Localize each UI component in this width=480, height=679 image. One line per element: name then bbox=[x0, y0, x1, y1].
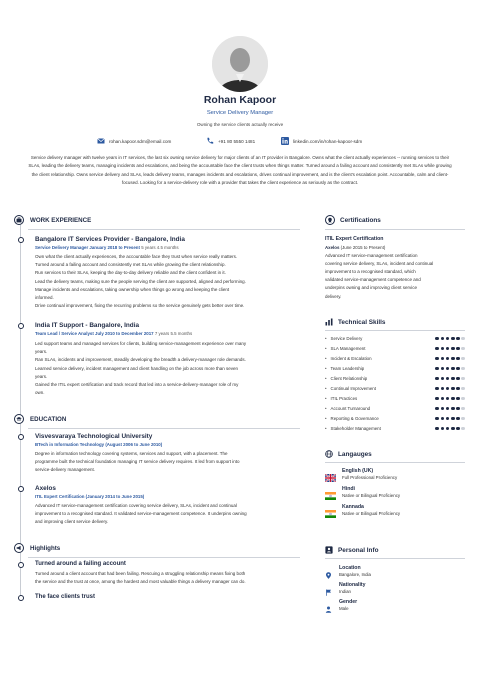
skill-name: • SLA Management bbox=[325, 346, 365, 351]
contact-linkedin[interactable] bbox=[281, 137, 362, 145]
certification-description: Advanced IT service-management certification covering service delivery, SLAs, incident and continual improvement to a recognised standard, which validated service-management competence and underpins owning and improving client service delivery. bbox=[325, 252, 434, 299]
rating-dot-filled bbox=[456, 357, 460, 361]
rating-dot-empty bbox=[461, 397, 465, 401]
job-description: Own what the client actually experiences, the accountable face they trust when service really matters. Turned around a failing account and consistently met SLAs while growing the client relationship. Run services to their SLAs, keeping the day-to-day delivery reliable and the client confident in it. Lead the delivery teams, making sure the people serving the client are supported, aligned and performing. Manage incidents and escalations, taking ownership when things go wrong and keeping the client informed. Drive continual improvement, fixing the recurring problems so the service genuinely gets better over time. bbox=[35, 254, 246, 309]
flag-icon bbox=[325, 583, 332, 590]
person-icon bbox=[325, 600, 332, 607]
megaphone-icon bbox=[14, 543, 24, 553]
rating-dot-filled bbox=[456, 377, 460, 381]
rating-dot-filled bbox=[446, 357, 450, 361]
rating-dot-filled bbox=[435, 357, 439, 361]
skill-rating bbox=[435, 417, 465, 421]
rating-dot-filled bbox=[435, 337, 439, 341]
avatar bbox=[212, 36, 268, 92]
skill-item bbox=[325, 394, 465, 404]
info-label: Gender bbox=[339, 598, 358, 605]
timeline-dot bbox=[18, 323, 24, 329]
rating-dot-filled bbox=[451, 407, 455, 411]
education-description: Degree in information technology covering systems, services and support, with a placement. The programme built the technical foundation managing IT service delivery requires. It led from support into service-delivery management. bbox=[35, 451, 240, 473]
skill-item bbox=[325, 404, 465, 414]
language-level: Native or Bilingual Proficiency bbox=[342, 492, 401, 498]
rating-dot-filled bbox=[451, 347, 455, 351]
highlights-heading: Highlights bbox=[14, 543, 300, 553]
job-entry bbox=[35, 236, 307, 310]
divider bbox=[325, 229, 465, 230]
personal-info-heading: Personal Info bbox=[325, 546, 465, 554]
info-value: Bangalore, India bbox=[339, 571, 371, 577]
skill-rating bbox=[435, 367, 465, 371]
language-name: Kannada bbox=[342, 503, 364, 510]
skill-name: • Team Leadership bbox=[325, 366, 364, 371]
skill-rating bbox=[435, 407, 465, 411]
skill-name: • Continual Improvement bbox=[325, 386, 376, 391]
rating-dot-filled bbox=[435, 417, 439, 421]
professional-summary: Service delivery manager with twelve years in IT services, the last six owning service delivery for major clients of an IT provider in Bangalore. Owns what the client actually experiences -- running services to their SLAs, leading the delivery teams, managing incidents and escalations, and being the accountable face the client trusts when things matter. Turned around a failing account and consistently met SLAs while growing the client relationship. Owns service delivery and SLAs, leads delivery teams, manages incidents and escalations, drives continual improvement, and is the client's escalation point. Accountable, calm and client-focused. Looking for a service-delivery role with a provider that takes the client experience as seriously as the contract. bbox=[28, 155, 452, 186]
location-pin-icon bbox=[325, 566, 332, 573]
skill-name: • Incident & Escalation bbox=[325, 356, 372, 361]
skill-item bbox=[325, 414, 465, 424]
rating-dot-filled bbox=[435, 367, 439, 371]
skill-rating bbox=[435, 347, 465, 351]
education-entry bbox=[35, 433, 307, 475]
phone-icon bbox=[206, 137, 214, 145]
rating-dot-filled bbox=[456, 347, 460, 351]
language-name: English (UK) bbox=[342, 467, 374, 474]
rating-dot-filled bbox=[441, 357, 445, 361]
rating-dot-filled bbox=[446, 347, 450, 351]
work-experience-heading: WORK EXPERIENCE bbox=[14, 215, 300, 225]
rating-dot-filled bbox=[451, 377, 455, 381]
email-text: rohan.kapoor.sdm@email.com bbox=[109, 138, 172, 144]
education-heading: EDUCATION bbox=[14, 414, 300, 424]
skill-rating bbox=[435, 377, 465, 381]
rating-dot-filled bbox=[435, 407, 439, 411]
divider bbox=[28, 428, 300, 429]
rating-dot-filled bbox=[456, 417, 460, 421]
linkedin-icon bbox=[281, 137, 289, 145]
language-level: Full Professional Proficiency bbox=[342, 474, 398, 480]
rating-dot-filled bbox=[446, 377, 450, 381]
job-company: Bangalore IT Services Provider - Bangalore, India bbox=[35, 236, 185, 243]
rating-dot-filled bbox=[435, 427, 439, 431]
job-description: Led support teams and managed services for clients, building service-management experience over many years. Ran SLAs, incidents and improvement, steadily developing the breadth a delivery-manager role demands. Learned service delivery, incident management and client handling on the job across more than seven years. Gained the ITIL expert certification and track record that led into a service-delivery-manager role of my own. bbox=[35, 341, 247, 396]
highlight-entry bbox=[35, 594, 307, 600]
rating-dot-filled bbox=[451, 357, 455, 361]
info-label: Location bbox=[339, 564, 361, 571]
rating-dot-filled bbox=[441, 367, 445, 371]
linkedin-text: linkedin.com/in/rohan-kapoor-sdm bbox=[293, 138, 363, 144]
skill-rating bbox=[435, 427, 465, 431]
rating-dot-filled bbox=[441, 337, 445, 341]
personal-info-item bbox=[325, 599, 465, 611]
skill-item bbox=[325, 374, 465, 384]
rating-dot-filled bbox=[435, 377, 439, 381]
india-flag-icon bbox=[325, 505, 336, 513]
technical-skills-heading: Technical Skills bbox=[325, 318, 465, 326]
degree: BTech in Information Technology (August 2006 to June 2010) bbox=[35, 442, 163, 447]
languages-heading: Langauges bbox=[325, 450, 465, 458]
info-label: Nationality bbox=[339, 581, 366, 588]
rating-dot-filled bbox=[446, 367, 450, 371]
skill-rating bbox=[435, 397, 465, 401]
rating-dot-empty bbox=[461, 417, 465, 421]
language-item bbox=[325, 504, 465, 516]
rating-dot-filled bbox=[451, 387, 455, 391]
school-name: Visvesvaraya Technological University bbox=[35, 433, 153, 440]
divider bbox=[28, 557, 300, 558]
timeline-dot bbox=[18, 562, 24, 568]
timeline-dot bbox=[18, 237, 24, 243]
divider bbox=[28, 229, 300, 230]
job-role-dates: Team Lead / Service Analyst July 2010 to December 2017 7 years 5.5 months bbox=[35, 331, 193, 336]
certification-title: ITIL Expert Certification bbox=[325, 235, 384, 242]
rating-dot-filled bbox=[441, 397, 445, 401]
rating-dot-filled bbox=[441, 387, 445, 391]
rating-dot-filled bbox=[451, 367, 455, 371]
skill-name: • Service Delivery bbox=[325, 336, 362, 341]
rating-dot-filled bbox=[441, 427, 445, 431]
rating-dot-filled bbox=[451, 397, 455, 401]
divider bbox=[325, 330, 465, 331]
rating-dot-filled bbox=[435, 347, 439, 351]
highlight-title: The face clients trust bbox=[35, 594, 96, 600]
education-entry bbox=[35, 485, 307, 527]
skill-rating bbox=[435, 337, 465, 341]
rating-dot-filled bbox=[456, 407, 460, 411]
rating-dot-empty bbox=[461, 387, 465, 391]
skill-rating bbox=[435, 387, 465, 391]
contact-email[interactable] bbox=[97, 137, 171, 145]
skill-name: • Stakeholder Management bbox=[325, 426, 381, 431]
rating-dot-filled bbox=[451, 337, 455, 341]
rating-dot-filled bbox=[446, 337, 450, 341]
skill-item bbox=[325, 354, 465, 364]
highlight-entry bbox=[35, 561, 307, 586]
timeline-dot bbox=[18, 486, 24, 492]
language-level: Native or Bilingual Proficiency bbox=[342, 510, 401, 516]
job-role-dates: Service Delivery Manager January 2018 to Present 5 years 4.5 months bbox=[35, 245, 179, 250]
skill-rating bbox=[435, 357, 465, 361]
rating-dot-filled bbox=[446, 427, 450, 431]
rating-dot-filled bbox=[441, 347, 445, 351]
id-card-icon bbox=[325, 546, 333, 554]
language-name: Hindi bbox=[342, 485, 355, 492]
job-entry bbox=[35, 322, 307, 397]
rating-dot-filled bbox=[446, 417, 450, 421]
rating-dot-filled bbox=[451, 427, 455, 431]
rating-dot-filled bbox=[451, 417, 455, 421]
rating-dot-filled bbox=[441, 377, 445, 381]
rating-dot-filled bbox=[456, 397, 460, 401]
rating-dot-empty bbox=[461, 427, 465, 431]
education-description: Advanced IT service-management certification covering service delivery, SLAs, incident and continual improvement to a recognised standard. It validated service-management competence. It underpins owning and improving client service delivery. bbox=[35, 503, 247, 525]
graduation-cap-icon bbox=[14, 414, 24, 424]
rating-dot-filled bbox=[446, 407, 450, 411]
briefcase-icon bbox=[14, 215, 24, 225]
rating-dot-empty bbox=[461, 377, 465, 381]
rating-dot-empty bbox=[461, 367, 465, 371]
rating-dot-filled bbox=[446, 397, 450, 401]
timeline-line bbox=[20, 224, 21, 598]
email-icon bbox=[97, 137, 105, 145]
skill-name: • Client Relationship bbox=[325, 376, 367, 381]
rating-dot-empty bbox=[461, 347, 465, 351]
skill-name: • ITIL Practices bbox=[325, 396, 357, 401]
rating-dot-filled bbox=[435, 387, 439, 391]
divider bbox=[325, 462, 465, 463]
rating-dot-filled bbox=[456, 427, 460, 431]
skill-item bbox=[325, 344, 465, 354]
divider bbox=[325, 558, 465, 559]
skill-item bbox=[325, 334, 465, 344]
rating-dot-filled bbox=[456, 387, 460, 391]
skill-item bbox=[325, 424, 465, 434]
degree: ITIL Expert Certification (January 2014 to June 2015) bbox=[35, 494, 145, 499]
personal-info-item bbox=[325, 565, 465, 577]
skill-item bbox=[325, 364, 465, 374]
rating-dot-filled bbox=[456, 337, 460, 341]
rating-dot-filled bbox=[456, 367, 460, 371]
rating-dot-filled bbox=[446, 387, 450, 391]
rating-dot-filled bbox=[441, 417, 445, 421]
skill-item bbox=[325, 384, 465, 394]
highlight-title: Turned around a failing account bbox=[35, 561, 126, 567]
highlight-description: Turned around a client account that had been failing. Rescuing a struggling relationship means fixing both the service and the trust at once, among the hardest and most valuable things a delivery manager can do. bbox=[35, 571, 246, 585]
rating-dot-filled bbox=[435, 397, 439, 401]
rating-dot-empty bbox=[461, 407, 465, 411]
rating-dot-empty bbox=[461, 357, 465, 361]
candidate-name: Rohan Kapoor bbox=[203, 94, 277, 106]
phone-text: +91 80 5550 1481 bbox=[218, 138, 256, 144]
rating-dot-empty bbox=[461, 337, 465, 341]
timeline-dot bbox=[18, 595, 24, 601]
uk-flag-icon bbox=[325, 469, 336, 477]
certification-issuer: Axelos (June 2015 to Present) bbox=[325, 244, 386, 250]
skills-list bbox=[325, 334, 465, 434]
language-item bbox=[325, 468, 465, 480]
timeline-dot bbox=[18, 434, 24, 440]
skill-name: • Account Turnaround bbox=[325, 406, 370, 411]
job-title: Service Delivery Manager bbox=[206, 110, 274, 116]
certifications-heading: Certifications bbox=[325, 215, 465, 225]
personal-info-item bbox=[325, 582, 465, 594]
india-flag-icon bbox=[325, 487, 336, 495]
info-value: Male bbox=[339, 605, 349, 611]
info-value: Indian bbox=[339, 588, 351, 594]
contact-phone[interactable] bbox=[206, 137, 255, 145]
rating-dot-filled bbox=[441, 407, 445, 411]
skill-name: • Reporting & Governance bbox=[325, 416, 379, 421]
chart-bars-icon bbox=[325, 318, 333, 326]
school-name: Axelos bbox=[35, 485, 56, 492]
globe-icon bbox=[325, 450, 333, 458]
job-company: India IT Support - Bangalore, India bbox=[35, 322, 140, 329]
tagline: Owning the service clients actually receive bbox=[196, 122, 284, 127]
language-item bbox=[325, 486, 465, 498]
award-icon bbox=[325, 215, 335, 225]
